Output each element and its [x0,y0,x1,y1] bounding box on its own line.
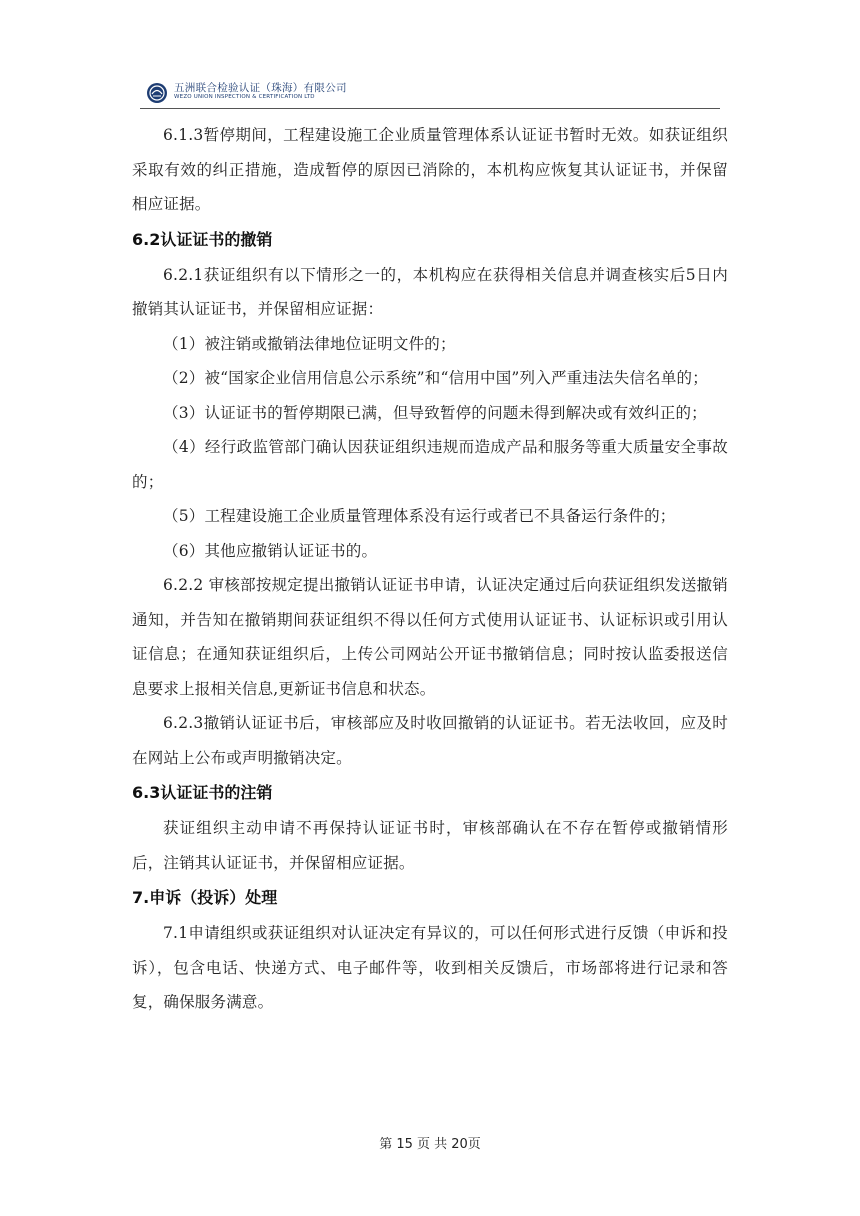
list-item: （5）工程建设施工企业质量管理体系没有运行或者已不具备运行条件的； [163,507,676,525]
heading-6-3: 6.3认证证书的注销 [132,783,273,802]
paragraph-6-2-1: 6.2.1获证组织有以下情形之一的，本机构应在获得相关信息并调查核实后5日内撤销其认证证书，并保留相应证据： [132,265,728,318]
company-name-cn: 五洲联合检验认证（珠海）有限公司 [174,82,347,94]
heading-7: 7.申诉（投诉）处理 [132,888,278,907]
paragraph-6-2-2: 6.2.2 审核部按规定提出撤销认证证书申请，认证决定通过后向获证组织发送撤销通知，并告知在撤销期间获证组织不得以任何方式使用认证证书、认证标识或引用认证信息；在通知获证组织后，上传公司网站公开证书撤销信息；同时按认监委报送信息要求上报相关信息,更新证书信息和状态。 [132,576,728,698]
list-item: （2）被“国家企业信用信息公示系统”和“信用中国”列入严重违法失信名单的； [163,369,708,387]
paragraph-6-1-3: 6.1.3暂停期间，工程建设施工企业质量管理体系认证证书暂时无效。如获证组织采取有效的纠正措施，造成暂停的原因已消除的，本机构应恢复其认证证书，并保留相应证据。 [132,126,728,213]
page-header [140,78,720,112]
list-item: （1）被注销或撤销法律地位证明文件的； [163,334,456,353]
paragraph-6-3: 获证组织主动申请不再保持认证证书时，审核部确认在不存在暂停或撤销情形后，注销其认证证书，并保留相应证据。 [132,819,728,872]
list-item: （3）认证证书的暂停期限已满，但导致暂停的问题未得到解决或有效纠正的； [163,403,707,422]
header-divider [140,108,720,109]
document-body [132,118,728,1020]
list-item: （4）经行政监管部门确认因获证组织违规而造成产品和服务等重大质量安全事故的； [132,438,728,491]
company-logo-icon [146,82,168,104]
paragraph-6-2-3: 6.2.3撤销认证证书后，审核部应及时收回撤销的认证证书。若无法收回，应及时在网站上公布或声明撤销决定。 [132,714,728,767]
company-name-en: WEZO UNION INSPECTION & CERTIFICATION LTD [174,94,315,100]
paragraph-7-1: 7.1申请组织或获证组织对认证决定有异议的，可以任何形式进行反馈（申诉和投诉），包含电话、快递方式、电子邮件等，收到相关反馈后，市场部将进行记录和答复，确保服务满意。 [132,924,728,1011]
page-number: 第 15 页 共 20页 [379,1137,481,1152]
heading-6-2: 6.2认证证书的撤销 [132,229,273,249]
list-item: （6）其他应撤销认证证书的。 [163,541,378,560]
